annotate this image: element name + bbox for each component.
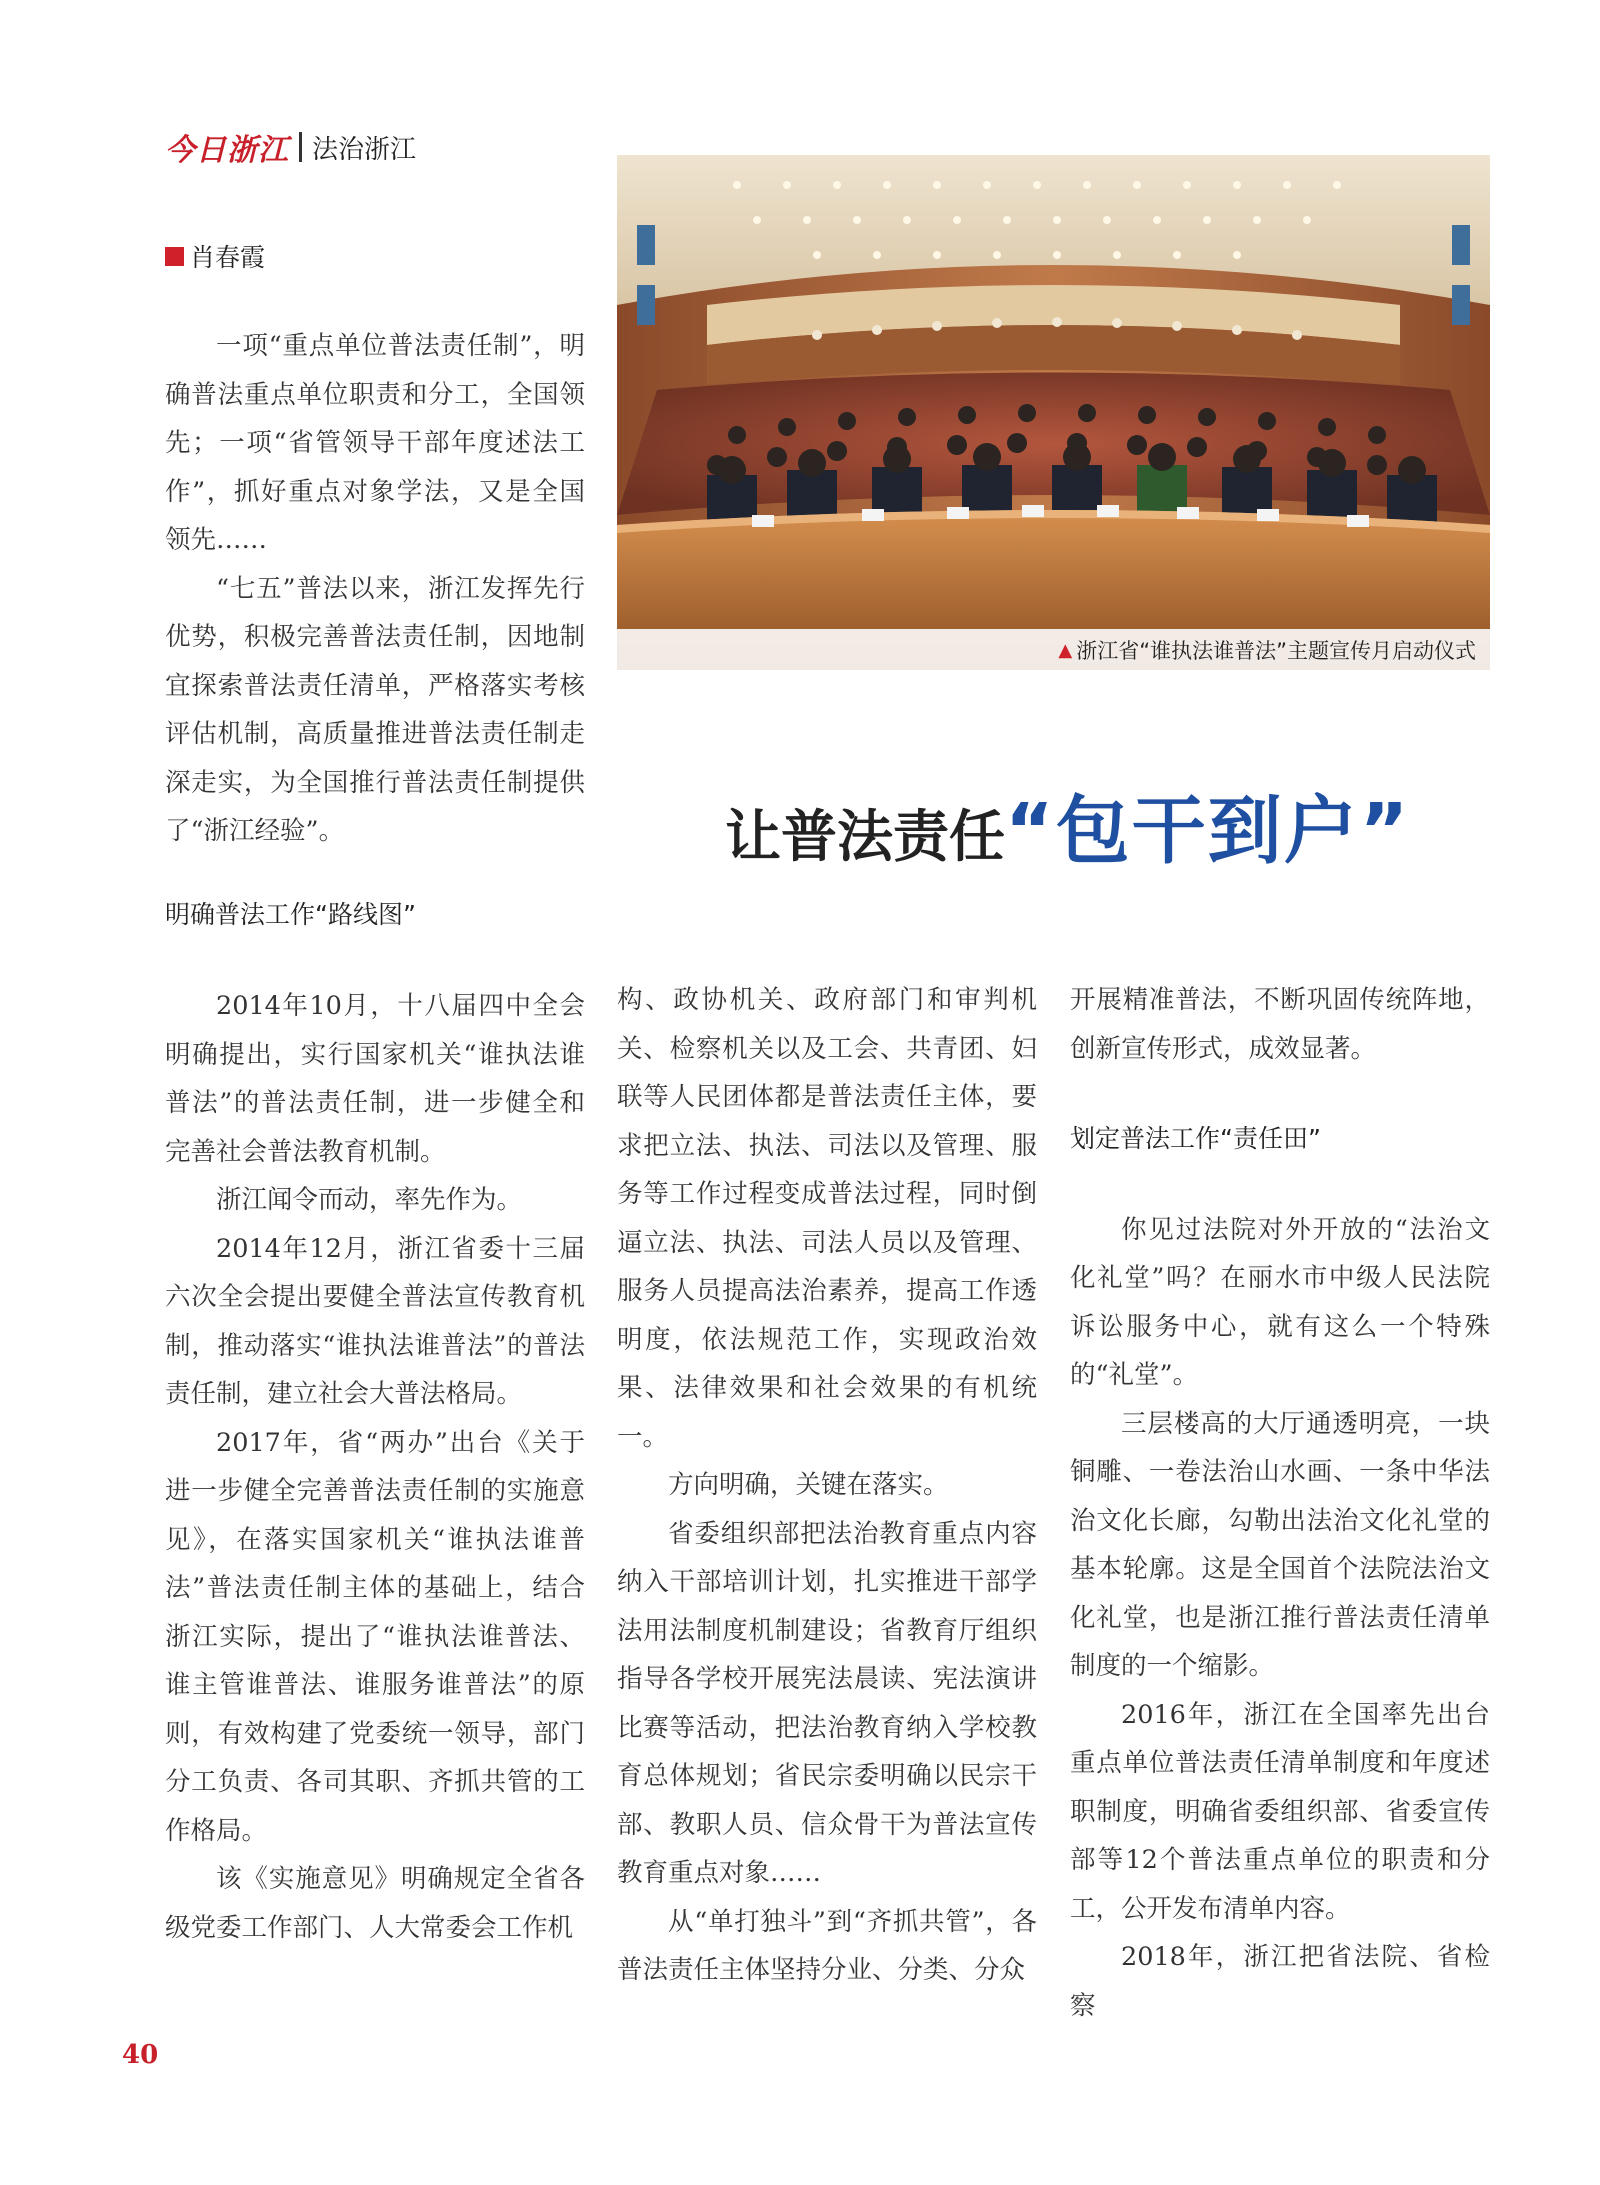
headline-part1: 让普法责任	[725, 804, 1005, 870]
masthead	[165, 125, 416, 169]
column-1	[165, 982, 585, 1952]
masthead-divider	[299, 132, 302, 162]
body-paragraph: 你见过法院对外开放的“法治文化礼堂”吗？在丽水市中级人民法院诉讼服务中心，就有这么一个特殊的“礼堂”。	[1070, 1214, 1490, 1390]
section-heading: 划定普法工作“责任田”	[1070, 1124, 1321, 1153]
column-2	[617, 976, 1037, 1995]
body-paragraph: 开展精准普法，不断巩固传统阵地，创新宣传形式，成效显著。	[1070, 985, 1490, 1064]
body-paragraph: 三层楼高的大厅通透明亮，一块铜雕、一卷法治山水画、一条中华法治文化长廊，勾勒出法治文化礼堂的基本轮廓。这是全国首个法院法治文化礼堂，也是浙江推行普法责任清单制度的一个缩影。	[1070, 1408, 1490, 1681]
page-number: 40	[122, 2040, 159, 2070]
body-paragraph: 2016年，浙江在全国率先出台重点单位普法责任清单制度和年度述职制度，明确省委组织部、省委宣传部等12个普法重点单位的职责和分工，公开发布清单内容。	[1070, 1699, 1490, 1924]
body-paragraph: 该《实施意见》明确规定全省各级党委工作部门、人大常委会工作机	[165, 1864, 585, 1943]
body-paragraph: 2017年，省“两办”出台《关于进一步健全完善普法责任制的实施意见》，在落实国家机关“谁执法谁普法”普法责任制主体的基础上，结合浙江实际，提出了“谁执法谁普法、谁主管谁普法、谁服务谁普法”的原则，有效构建了党委统一领导，部门分工负责、各司其职、齐抓共管的工作格局。	[165, 1427, 585, 1846]
article-headline	[725, 772, 1410, 878]
intro-paragraph: 一项“重点单位普法责任制”，明确普法重点单位职责和分工，全国领先；一项“省管领导干部年度述法工作”，抓好重点对象学法，又是全国领先……	[165, 331, 585, 555]
body-paragraph: 省委组织部把法治教育重点内容纳入干部培训计划，扎实推进干部学法用法制度机制建设；省教育厅组织指导各学校开展宪法晨读、宪法演讲比赛等活动，把法治教育纳入学校教育总体规划；省民宗委明确以民宗干部、教职人员、信众骨干为普法宣传教育重点对象……	[617, 1518, 1037, 1888]
magazine-logo: 今日浙江	[165, 133, 289, 168]
photo-caption-text: 浙江省“谁执法谁普法”主题宣传月启动仪式	[1076, 639, 1476, 663]
caption-marker-icon: ▲	[1058, 639, 1073, 661]
headline-part2: “包干到户”	[1005, 788, 1411, 874]
body-paragraph: 方向明确，关键在落实。	[668, 1470, 949, 1500]
body-paragraph: 从“单打独斗”到“齐抓共管”，各普法责任主体坚持分业、分类、分众	[617, 1906, 1037, 1985]
body-paragraph: 构、政协机关、政府部门和审判机关、检察机关以及工会、共青团、妇联等人民团体都是普法责任主体，要求把立法、执法、司法以及管理、服务等工作过程变成普法过程，同时倒逼立法、执法、司法人员以及管理、服务人员提高法治素养，提高工作透明度，依法规范工作，实现政治效果、法律效果和社会效果的有机统一。	[617, 985, 1037, 1452]
auditorium-illustration	[617, 155, 1490, 670]
body-paragraph: 2018年，浙江把省法院、省检察	[1070, 1942, 1490, 2021]
section1-heading-block	[165, 891, 585, 940]
author-marker-icon	[165, 247, 184, 266]
author-line	[165, 238, 265, 274]
column-3	[1070, 976, 1490, 2030]
body-paragraph: 浙江闻令而动，率先作为。	[216, 1185, 523, 1215]
body-paragraph: 2014年12月，浙江省委十三届六次全会提出要健全普法宣传教育机制，推动落实“谁执法谁普法”的普法责任制，建立社会大普法格局。	[165, 1233, 585, 1409]
conference-photo	[617, 155, 1490, 670]
author-name: 肖春霞	[190, 243, 266, 272]
photo-caption	[617, 629, 1490, 671]
section-label: 法治浙江	[312, 134, 417, 165]
intro-paragraph: “七五”普法以来，浙江发挥先行优势，积极完善普法责任制，因地制宜探索普法责任清单，严格落实考核评估机制，高质量推进普法责任制走深走实，为全国推行普法责任制提供了“浙江经验”。	[165, 573, 585, 846]
intro-column	[165, 322, 585, 856]
section-heading: 明确普法工作“路线图”	[165, 900, 416, 929]
body-paragraph: 2014年10月，十八届四中全会明确提出，实行国家机关“谁执法谁普法”的普法责任制，进一步健全和完善社会普法教育机制。	[165, 991, 585, 1167]
